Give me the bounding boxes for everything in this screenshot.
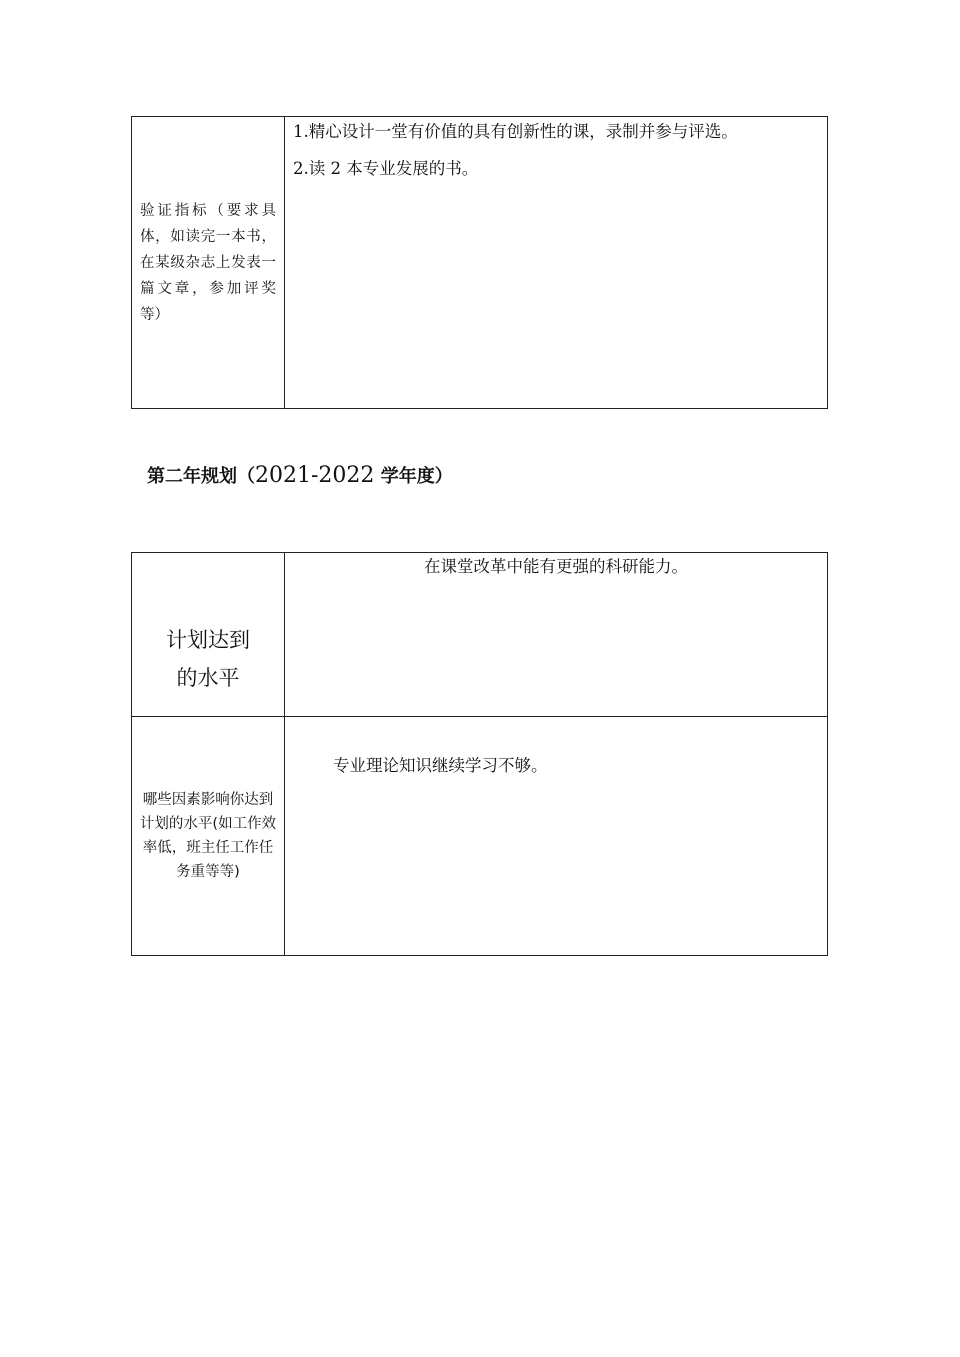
factors-label: 哪些因素影响你达到计划的水平(如工作效率低，班主任工作任务重等等)	[139, 792, 277, 880]
plan-level-label	[166, 621, 250, 697]
verification-content-cell	[285, 117, 827, 408]
verification-label-cell	[132, 117, 285, 408]
verification-label: 验证指标（要求具体，如读完一本书，在某级杂志上发表一篇文章，参加评奖等）	[140, 202, 276, 323]
plan-level-row	[132, 553, 827, 716]
heading-prefix: 第二年规划（	[147, 466, 255, 487]
second-year-plan-heading	[147, 462, 453, 488]
plan-level-content-cell	[285, 553, 827, 716]
plan-level-label-cell	[132, 553, 285, 716]
heading-years: 2021-2022	[255, 463, 375, 488]
verification-row	[132, 117, 827, 408]
plan-table	[131, 552, 828, 956]
heading-suffix: 学年度）	[374, 466, 453, 487]
verification-item-2: 2.读 2 本专业发展的书。	[293, 159, 479, 178]
factors-label-cell	[132, 717, 285, 955]
plan-level-label-line2: 的水平	[176, 666, 240, 690]
factors-row	[132, 716, 827, 955]
factors-content-cell	[285, 717, 827, 955]
factors-text: 专业理论知识继续学习不够。	[333, 756, 548, 775]
verification-item-1: 1.精心设计一堂有价值的具有创新性的课，录制并参与评选。	[293, 122, 738, 141]
verification-table	[131, 116, 828, 409]
plan-level-text: 在课堂改革中能有更强的科研能力。	[424, 557, 688, 576]
plan-level-label-line1: 计划达到	[166, 628, 250, 652]
